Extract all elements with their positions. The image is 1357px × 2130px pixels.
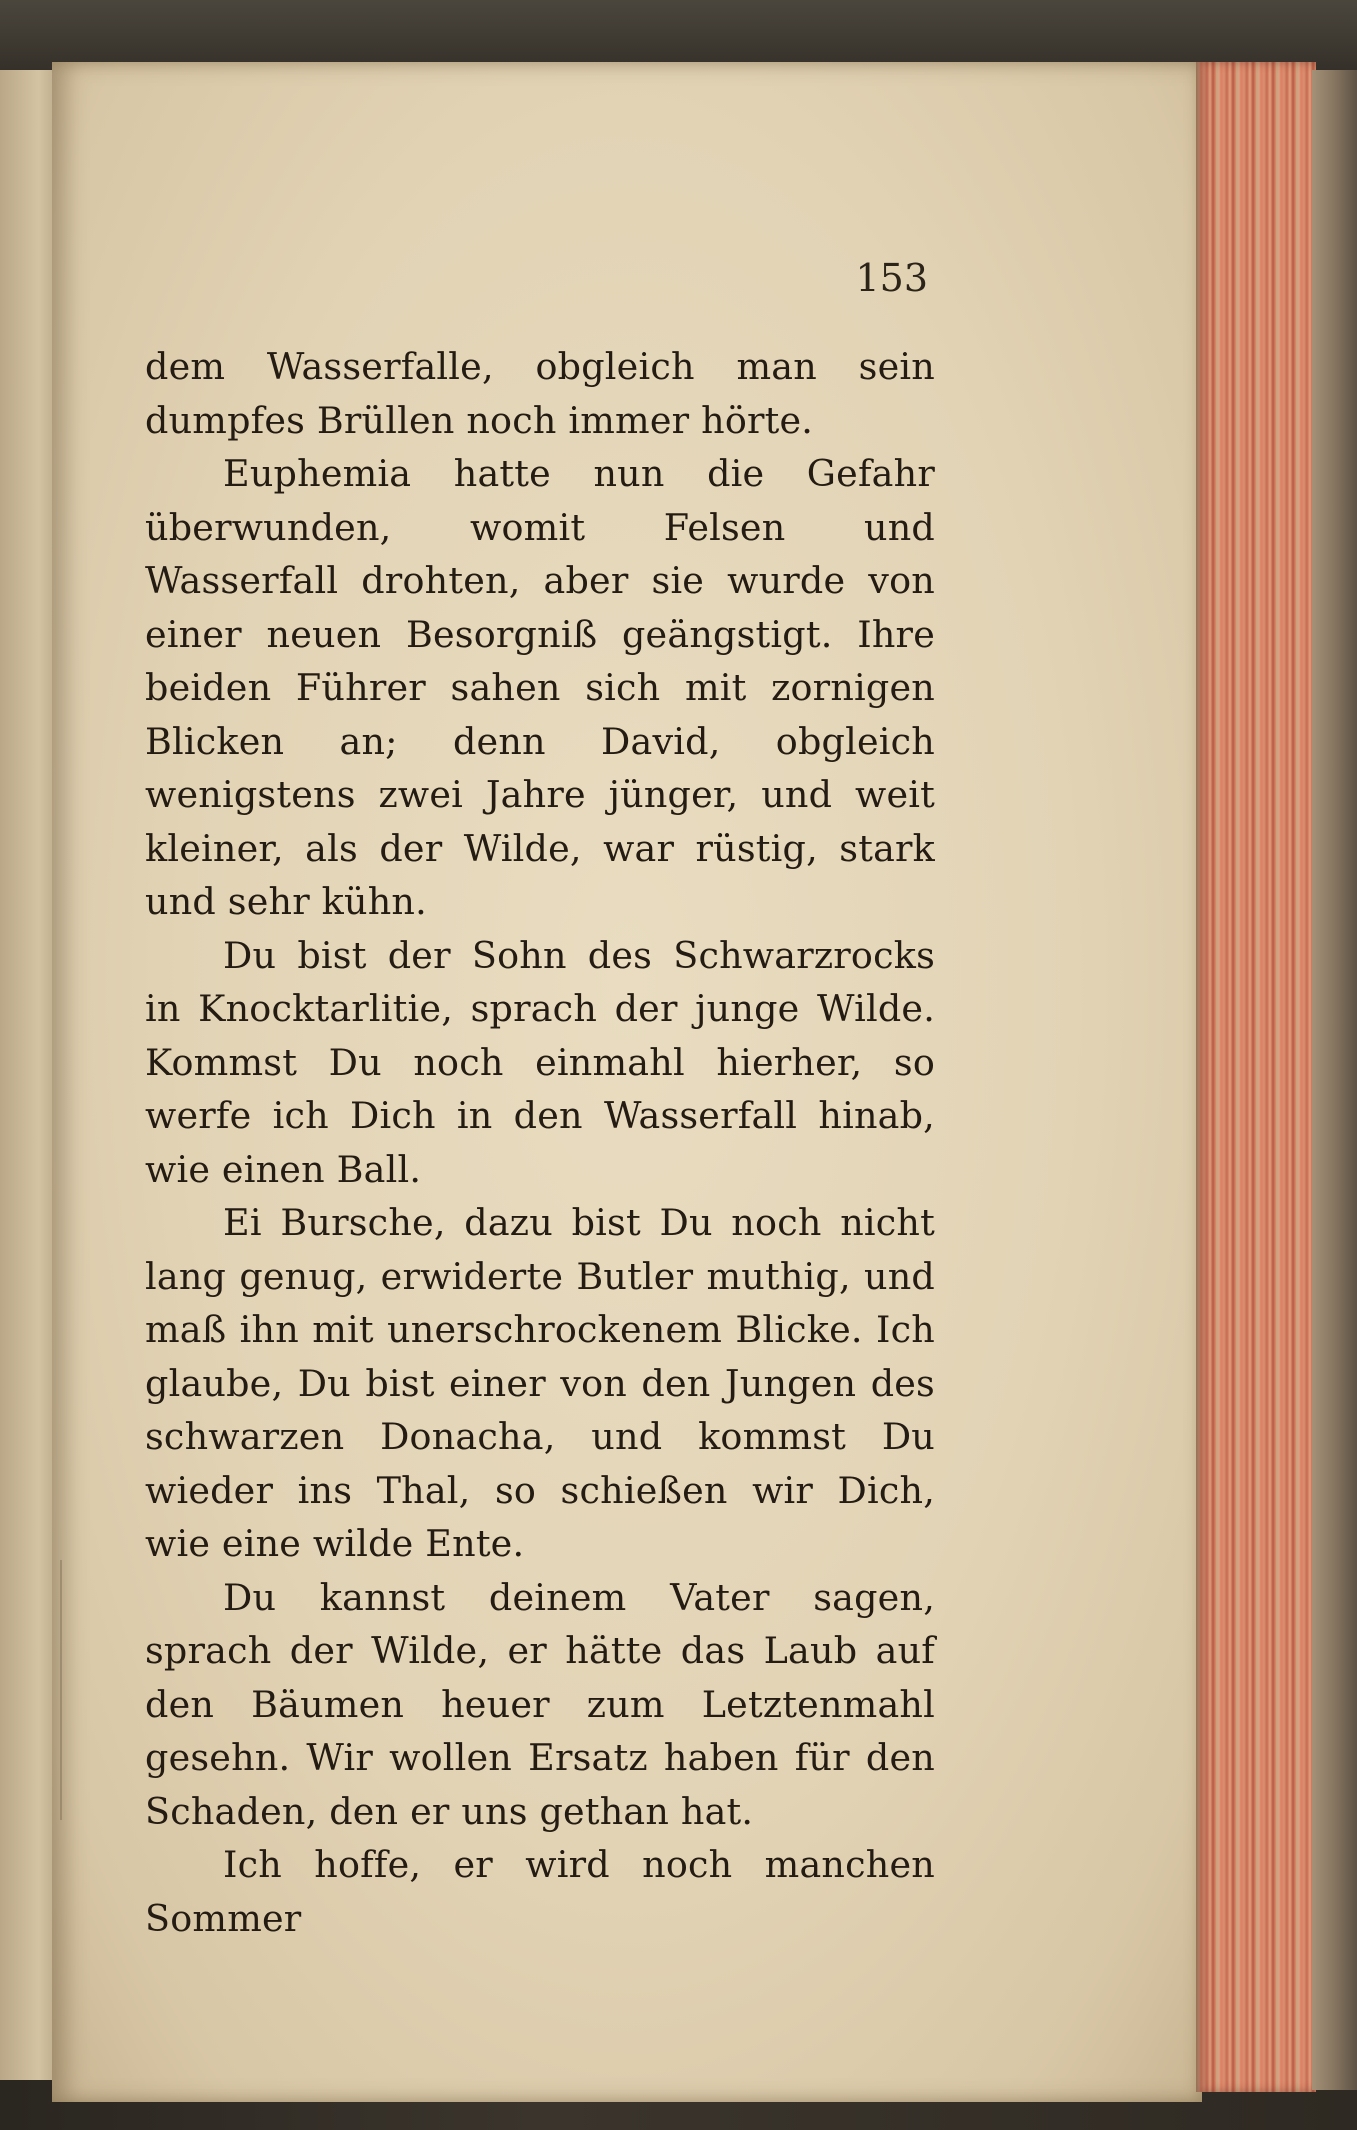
paragraph: dem Wasserfalle, obgleich man sein dumpfes Brüllen noch immer hörte. [145,345,935,442]
paragraph: Du bist der Sohn des Schwarzrocks in Knocktarlitie, sprach der junge Wilde. Kommst Du noch einmahl hierher, so werfe ich Dich in den Wasserfall hinab, wie einen Ball. [145,933,935,1191]
body-text [145,340,935,1945]
facing-page-edge [0,70,55,2080]
paragraph: Ei Bursche, dazu bist Du noch nicht lang genug, erwiderte Butler muthig, und maß ihn mit unerschrockenem Blicke. Ich glaube, Du bist einer von den Jungen des schwarzen Donacha, und kommst Du wieder ins Thal, so schießen wir Dich, wie eine wilde Ente. [145,1201,935,1565]
paragraph: Du kannst deinem Vater sagen, sprach der Wilde, er hätte das Laub auf den Bäumen heuer zum Letztenmahl gesehn. Wir wollen Ersatz haben für den Schaden, den er uns gethan hat. [145,1575,935,1833]
gutter-crease [60,1560,62,1820]
page-block-edges [1196,62,1316,2092]
book-cover-edge [0,0,1357,70]
paragraph: Ich hoffe, er wird noch manchen Sommer [145,1843,935,1940]
paragraph: Euphemia hatte nun die Gefahr überwunden, womit Felsen und Wasserfall drohten, aber sie wurde von einer neuen Besorgniß geängstigt. Ihre beiden Führer sahen sich mit zornigen Blicken an; denn David, obgleich wenigstens zwei Jahre jünger, und weit kleiner, als der Wilde, war rüstig, stark und sehr kühn. [145,452,935,923]
page-number: 153 [855,256,928,300]
book-cover-side [1312,70,1357,2090]
